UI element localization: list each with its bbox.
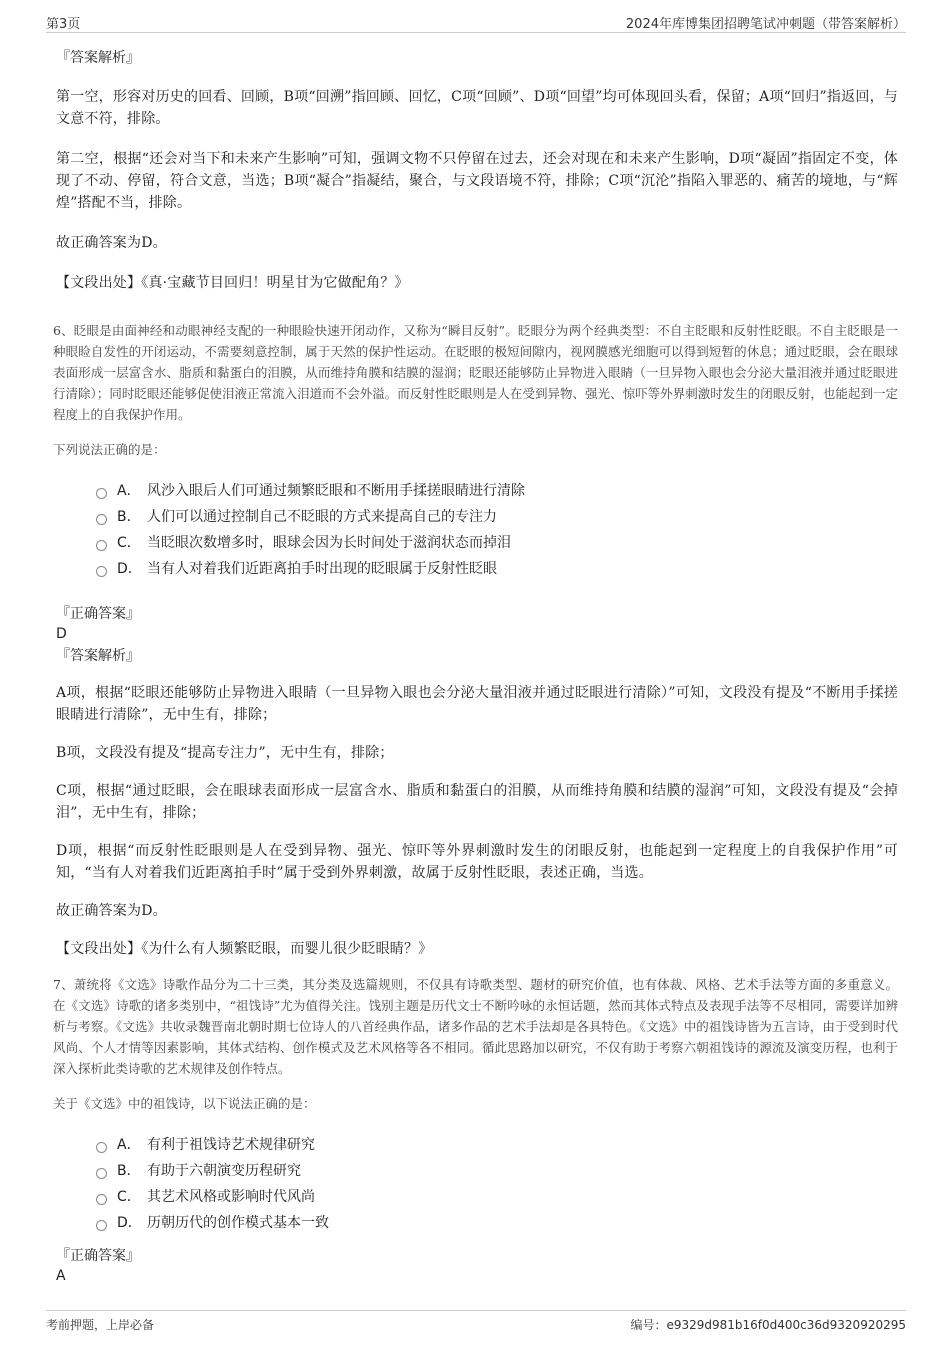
option-c[interactable]: C． 当眨眼次数增多时，眼球会因为长时间处于滋润状态而掉泪 (96, 530, 898, 556)
answer-label: 『正确答案』 (56, 1248, 140, 1264)
radio-icon[interactable] (96, 1142, 107, 1153)
document-body (53, 40, 898, 1286)
analysis-paragraph: 第一空，形容对历史的回看、回顾，B项“回溯”指回顾、回忆，C项“回顾”、D项“回望”均可体现回头看，保留；A项“回归”指返回，与文意不符，排除。 (56, 89, 898, 127)
option-a[interactable]: A． 风沙入眼后人们可通过频繁眨眼和不断用手揉搓眼睛进行清除 (96, 478, 898, 504)
document-code: 编号：e9329d981b16f0d400c36d9320920295 (630, 1318, 906, 1332)
option-a[interactable]: A． 有利于祖饯诗艺术规律研究 (96, 1132, 898, 1158)
analysis-paragraph: C项，根据“通过眨眼，会在眼球表面形成一层富含水、脂质和黏蛋白的泪膜，从而维持角膜和结膜的湿润”可知，文段没有提及“会掉泪”，无中生有，排除； (56, 783, 898, 821)
analysis-label: 『答案解析』 (56, 50, 140, 66)
correct-answer: D (56, 626, 67, 642)
radio-icon[interactable] (96, 1220, 107, 1231)
question-stem: 7、萧统将《文选》诗歌作品分为二十三类，其分类及选篇规则，不仅具有诗歌类型、题材的研究价值，也有体裁、风格、艺术手法等方面的多重意义。在《文选》诗歌的诸多类别中，“祖饯诗”尤为值得关注。饯别主题是历代文士不断吟咏的永恒话题，然而其体式特点及表现手法等不尽相同，需要详加辨析与考察。《文选》共收录魏晋南北朝时期七位诗人的八首经典作品，诸多作品的艺术手法却是各具特色。《文选》中的祖饯诗皆为五言诗，由于受到时代风尚、个人才情等因素影响，其体式结构、创作模式及艺术风格等各不相同。循此思路加以研究，不仅有助于考察六朝祖饯诗的源流及演变历程，也利于深入探析此类诗歌的艺术规律及创作特点。 (53, 977, 898, 1076)
analysis-paragraph: 第二空，根据“还会对当下和未来产生影响”可知，强调文物不只停留在过去，还会对现在和未来产生影响，D项“凝固”指固定不变，体现了不动、停留，符合文意，当选；B项“凝合”指凝结，聚合，与文段语境不符，排除；C项“沉沦”指陷入罪恶的、痛苦的境地，与“辉煌”搭配不当，排除。 (56, 151, 898, 211)
conclusion: 故正确答案为D。 (56, 235, 167, 251)
question-prompt: 下列说法正确的是： (53, 442, 166, 457)
radio-icon[interactable] (96, 1168, 107, 1179)
radio-icon[interactable] (96, 566, 107, 577)
option-d[interactable]: D． 历朝历代的创作模式基本一致 (96, 1210, 898, 1236)
question-prompt: 关于《文选》中的祖饯诗，以下说法正确的是： (53, 1096, 316, 1111)
option-list (56, 478, 898, 582)
option-d[interactable]: D． 当有人对着我们近距离拍手时出现的眨眼属于反射性眨眼 (96, 556, 898, 582)
question-stem: 6、眨眼是由面神经和动眼神经支配的一种眼睑快速开闭动作，又称为“瞬目反射”。眨眼分为两个经典类型：不自主眨眼和反射性眨眼。不自主眨眼是一种眼睑自发性的开闭运动，不需要刻意控制，属于天然的保护性运动。在眨眼的极短间隙内，视网膜感光细胞可以得到短暂的休息；通过眨眼，会在眼球表面形成一层富含水、脂质和黏蛋白的泪膜，从而维持角膜和结膜的湿润；眨眼还能够防止异物进入眼睛（一旦异物入眼也会分泌大量泪液并通过眨眼进行清除）；同时眨眼还能够促使泪液正常流入泪道而不会外溢。而反射性眨眼则是人在受到异物、强光、惊吓等外界刺激时发生的闭眼反射，也能起到一定程度上的自我保护作用。 (53, 323, 898, 422)
radio-icon[interactable] (96, 514, 107, 525)
source-citation: 【文段出处】《为什么有人频繁眨眼，而婴儿很少眨眼睛？》 (56, 941, 433, 957)
option-c[interactable]: C． 其艺术风格或影响时代风尚 (96, 1184, 898, 1210)
page-footer (46, 1310, 906, 1335)
radio-icon[interactable] (96, 540, 107, 551)
page-header (46, 10, 906, 33)
page-number: 第3页 (46, 17, 81, 32)
footer-slogan: 考前押题，上岸必备 (46, 1318, 155, 1332)
analysis-label: 『答案解析』 (56, 648, 140, 664)
conclusion: 故正确答案为D。 (56, 903, 167, 919)
answer-label: 『正确答案』 (56, 606, 140, 622)
option-list (56, 1132, 898, 1236)
radio-icon[interactable] (96, 488, 107, 499)
correct-answer: A (56, 1268, 66, 1284)
option-b[interactable]: B． 人们可以通过控制自己不眨眼的方式来提高自己的专注力 (96, 504, 898, 530)
source-citation: 【文段出处】《真·宝藏节目回归！明星甘为它做配角？》 (56, 275, 409, 291)
option-b[interactable]: B． 有助于六朝演变历程研究 (96, 1158, 898, 1184)
analysis-paragraph: D项，根据“而反射性眨眼则是人在受到异物、强光、惊吓等外界刺激时发生的闭眼反射，也能起到一定程度上的自我保护作用”可知，“当有人对着我们近距离拍手时”属于受到外界刺激，故属于反射性眨眼，表述正确，当选。 (56, 843, 898, 881)
document-title: 2024年库博集团招聘笔试冲刺题（带答案解析） (625, 17, 906, 32)
radio-icon[interactable] (96, 1194, 107, 1205)
analysis-paragraph: A项，根据“眨眼还能够防止异物进入眼睛（一旦异物入眼也会分泌大量泪液并通过眨眼进行清除）”可知，文段没有提及“不断用手揉搓眼睛进行清除”，无中生有，排除； (56, 685, 898, 723)
analysis-paragraph: B项，文段没有提及“提高专注力”，无中生有，排除； (56, 745, 394, 761)
